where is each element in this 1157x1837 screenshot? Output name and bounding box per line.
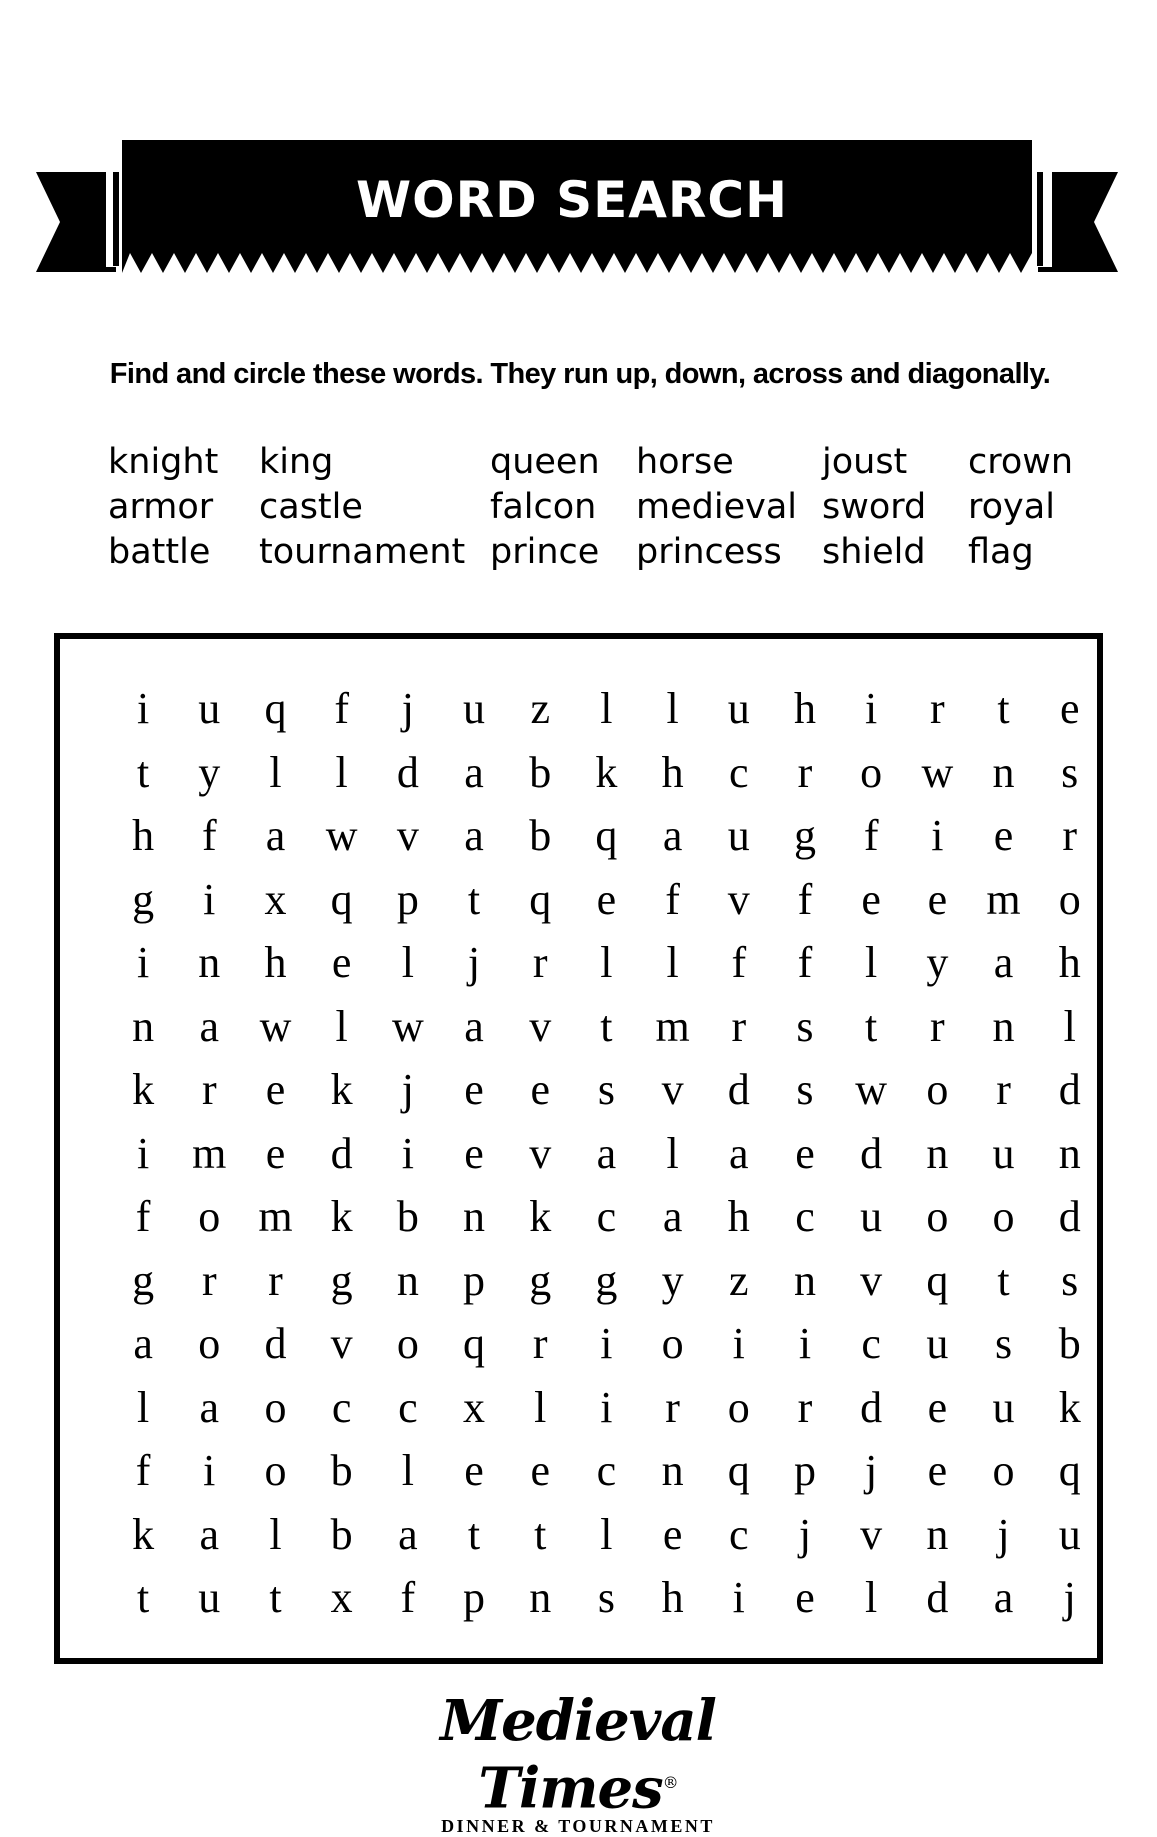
grid-letter[interactable]: u: [926, 1319, 949, 1368]
grid-letter[interactable]: e: [993, 811, 1014, 860]
grid-letter[interactable]: c: [861, 1319, 881, 1368]
grid-letter[interactable]: r: [797, 1382, 813, 1432]
grid-letter[interactable]: m: [192, 1128, 227, 1178]
grid-letter[interactable]: l: [269, 1509, 282, 1559]
grid-letter[interactable]: h: [132, 811, 155, 860]
grid-letter[interactable]: q: [1058, 1446, 1081, 1495]
grid-letter[interactable]: n: [926, 1128, 949, 1178]
grid-letter[interactable]: p: [463, 1573, 486, 1622]
grid-letter[interactable]: l: [534, 1382, 547, 1432]
grid-letter[interactable]: q: [264, 684, 287, 733]
grid-letter[interactable]: e: [530, 1065, 550, 1114]
grid-letter[interactable]: i: [931, 811, 944, 860]
grid-letter[interactable]: s: [796, 1001, 814, 1051]
grid-letter[interactable]: l: [136, 1382, 150, 1432]
grid-letter[interactable]: e: [464, 1446, 484, 1495]
grid-letter[interactable]: g: [132, 874, 155, 924]
grid-letter[interactable]: n: [926, 1509, 949, 1559]
grid-letter[interactable]: e: [795, 1128, 815, 1178]
grid-letter[interactable]: e: [1059, 684, 1080, 733]
grid-letter[interactable]: a: [662, 1192, 683, 1241]
grid-letter[interactable]: e: [464, 1128, 484, 1178]
grid-letter[interactable]: n: [463, 1192, 486, 1241]
grid-letter[interactable]: o: [1058, 874, 1081, 924]
grid-row: [110, 1185, 1103, 1249]
grid-letter[interactable]: a: [199, 1382, 220, 1432]
grid-letter[interactable]: a: [662, 811, 683, 860]
grid-letter[interactable]: n: [661, 1446, 684, 1495]
grid-letter[interactable]: h: [727, 1192, 750, 1241]
word-column: [108, 440, 218, 575]
grid-letter[interactable]: v: [860, 1509, 883, 1559]
grid-letter[interactable]: s: [796, 1065, 814, 1114]
grid-letter[interactable]: a: [464, 811, 484, 860]
grid-letter[interactable]: f: [135, 1446, 151, 1495]
grid-row: [110, 741, 1103, 805]
grid-row: [110, 677, 1103, 741]
grid-letter[interactable]: a: [265, 811, 286, 860]
grid-row: [110, 1503, 1103, 1567]
grid-letter[interactable]: g: [132, 1255, 155, 1305]
grid-letter[interactable]: s: [994, 1319, 1013, 1368]
grid-letter[interactable]: l: [865, 1573, 878, 1622]
grid-letter[interactable]: l: [1063, 1001, 1076, 1051]
word-item: knight: [108, 442, 219, 482]
grid-letter[interactable]: k: [330, 1065, 353, 1114]
grid-letter[interactable]: x: [463, 1382, 486, 1432]
grid-letter[interactable]: l: [600, 1509, 613, 1559]
grid-letter[interactable]: o: [661, 1319, 684, 1368]
grid-letter[interactable]: v: [661, 1065, 684, 1114]
grid-letter[interactable]: r: [930, 1001, 945, 1051]
grid-letter[interactable]: m: [986, 874, 1021, 924]
grid-letter[interactable]: e: [795, 1573, 815, 1622]
grid-letter[interactable]: h: [793, 684, 816, 733]
grid-letter[interactable]: v: [396, 811, 419, 860]
grid-letter[interactable]: i: [203, 874, 216, 924]
grid-letter[interactable]: c: [729, 747, 749, 797]
grid-row: [110, 1122, 1103, 1186]
word-item: castle: [259, 487, 363, 527]
logo-tagline: DINNER & TOURNAMENT: [441, 1815, 715, 1836]
grid-letter[interactable]: i: [865, 684, 878, 733]
grid-row: [110, 1376, 1103, 1440]
grid-letter[interactable]: b: [529, 811, 552, 860]
grid-letter[interactable]: l: [269, 747, 282, 797]
grid-letter[interactable]: b: [396, 1192, 419, 1241]
grid-letter[interactable]: u: [1058, 1509, 1081, 1559]
grid-letter[interactable]: a: [464, 1001, 484, 1051]
grid-letter[interactable]: e: [596, 874, 617, 924]
grid-letter[interactable]: a: [993, 1573, 1014, 1622]
grid-letter[interactable]: v: [529, 1001, 552, 1051]
grid-letter[interactable]: a: [993, 938, 1014, 987]
grid-letter[interactable]: f: [201, 811, 217, 860]
medieval-times-logo: [378, 1690, 778, 1837]
grid-letter[interactable]: r: [201, 1255, 217, 1305]
grid-letter[interactable]: i: [136, 684, 150, 733]
grid-letter[interactable]: w: [259, 1001, 292, 1051]
grid-letter[interactable]: i: [401, 1128, 414, 1178]
grid-row: [110, 1566, 1103, 1630]
word-item: princess: [636, 532, 782, 572]
grid-letter[interactable]: a: [729, 1128, 749, 1178]
grid-letter[interactable]: x: [330, 1573, 353, 1622]
grid-letter[interactable]: v: [727, 874, 750, 924]
word-item: flag: [968, 532, 1034, 572]
grid-letter[interactable]: a: [133, 1319, 153, 1368]
grid-letter[interactable]: u: [992, 1128, 1015, 1178]
logo-wordmark: [378, 1690, 778, 1820]
grid-letter[interactable]: a: [199, 1509, 220, 1559]
grid-letter[interactable]: r: [930, 684, 945, 733]
grid-letter[interactable]: e: [861, 874, 881, 924]
grid-letter[interactable]: k: [330, 1192, 353, 1241]
grid-letter[interactable]: o: [396, 1319, 419, 1368]
grid-letter[interactable]: c: [596, 1446, 617, 1495]
grid-letter[interactable]: k: [132, 1509, 155, 1559]
grid-letter[interactable]: w: [921, 747, 954, 797]
word-item: falcon: [490, 487, 597, 527]
grid-row: [110, 804, 1103, 868]
grid-letter[interactable]: f: [400, 1573, 416, 1622]
grid-letter[interactable]: d: [396, 747, 419, 797]
grid-letter[interactable]: w: [391, 1001, 424, 1051]
word-column: [968, 440, 1073, 575]
grid-letter[interactable]: g: [793, 811, 816, 860]
grid-letter[interactable]: j: [798, 1509, 812, 1559]
grid-letter[interactable]: i: [136, 1128, 150, 1178]
page-title: WORD SEARCH: [356, 171, 788, 229]
grid-letter[interactable]: n: [793, 1255, 816, 1305]
grid-letter[interactable]: e: [530, 1446, 550, 1495]
grid-letter[interactable]: w: [855, 1065, 888, 1114]
title-banner: [0, 0, 1157, 320]
grid-letter[interactable]: m: [258, 1192, 293, 1241]
word-column: [490, 440, 600, 575]
grid-letter[interactable]: h: [264, 938, 287, 987]
grid-letter[interactable]: i: [732, 1573, 745, 1622]
grid-letter[interactable]: d: [926, 1573, 949, 1622]
grid-row: [110, 868, 1103, 932]
grid-letter[interactable]: l: [401, 1446, 414, 1495]
grid-letter[interactable]: u: [463, 684, 486, 733]
letter-grid: [110, 677, 1103, 1630]
grid-letter[interactable]: d: [860, 1382, 883, 1432]
grid-letter[interactable]: e: [331, 938, 352, 987]
grid-letter[interactable]: m: [655, 1001, 690, 1051]
grid-letter[interactable]: d: [1058, 1065, 1081, 1114]
grid-letter[interactable]: b: [330, 1446, 353, 1495]
grid-letter[interactable]: u: [198, 1573, 221, 1622]
grid-letter[interactable]: f: [863, 811, 879, 860]
grid-letter[interactable]: u: [992, 1382, 1015, 1432]
grid-letter[interactable]: o: [992, 1192, 1015, 1241]
grid-letter[interactable]: q: [529, 874, 552, 924]
word-item: crown: [968, 442, 1074, 482]
grid-letter[interactable]: o: [198, 1192, 221, 1241]
grid-letter[interactable]: r: [1062, 811, 1078, 860]
grid-letter[interactable]: n: [992, 747, 1015, 797]
grid-letter[interactable]: g: [529, 1255, 552, 1305]
grid-letter[interactable]: a: [464, 747, 484, 797]
grid-letter[interactable]: e: [662, 1509, 683, 1559]
grid-letter[interactable]: y: [661, 1255, 684, 1305]
grid-letter[interactable]: o: [264, 1382, 287, 1432]
grid-letter[interactable]: t: [136, 1573, 150, 1622]
grid-letter[interactable]: d: [264, 1319, 287, 1368]
grid-letter[interactable]: r: [996, 1065, 1011, 1114]
grid-letter[interactable]: l: [600, 684, 613, 733]
grid-row: [110, 931, 1103, 995]
grid-letter[interactable]: l: [666, 938, 679, 987]
word-item: king: [259, 442, 334, 482]
grid-letter[interactable]: p: [396, 874, 419, 924]
grid-letter[interactable]: v: [330, 1319, 353, 1368]
grid-letter[interactable]: c: [729, 1509, 749, 1559]
grid-letter[interactable]: r: [532, 938, 548, 987]
grid-letter[interactable]: g: [595, 1255, 618, 1305]
grid-letter[interactable]: q: [330, 874, 353, 924]
grid-letter[interactable]: d: [330, 1128, 353, 1178]
grid-letter[interactable]: u: [727, 811, 750, 860]
grid-letter[interactable]: c: [398, 1382, 418, 1432]
grid-letter[interactable]: q: [926, 1255, 949, 1305]
grid-letter[interactable]: r: [665, 1382, 680, 1432]
grid-letter[interactable]: k: [132, 1065, 155, 1114]
grid-letter[interactable]: g: [330, 1255, 353, 1305]
grid-letter[interactable]: i: [136, 938, 150, 987]
grid-letter[interactable]: r: [268, 1255, 283, 1305]
grid-letter[interactable]: t: [997, 1255, 1010, 1305]
grid-letter[interactable]: e: [464, 1065, 484, 1114]
word-item: queen: [490, 442, 600, 482]
word-item: prince: [490, 532, 600, 572]
grid-row: [110, 1058, 1103, 1122]
puzzle-frame: [54, 633, 1103, 1664]
grid-letter[interactable]: o: [264, 1446, 287, 1495]
grid-letter[interactable]: l: [401, 938, 414, 987]
grid-letter[interactable]: k: [529, 1192, 552, 1241]
word-item: royal: [968, 487, 1055, 527]
word-column: [636, 440, 797, 575]
grid-letter[interactable]: f: [797, 938, 813, 987]
grid-letter[interactable]: j: [997, 1509, 1010, 1559]
grid-letter[interactable]: t: [269, 1573, 282, 1622]
grid-letter[interactable]: j: [1063, 1573, 1076, 1622]
grid-letter[interactable]: i: [600, 1382, 613, 1432]
word-list: [108, 440, 1108, 590]
grid-letter[interactable]: o: [926, 1192, 949, 1241]
grid-letter[interactable]: t: [467, 1509, 481, 1559]
registered-mark: ®: [662, 1773, 678, 1792]
grid-letter[interactable]: s: [597, 1065, 615, 1114]
grid-letter[interactable]: c: [596, 1192, 617, 1241]
grid-letter[interactable]: s: [1061, 747, 1079, 797]
grid-letter[interactable]: n: [132, 1001, 155, 1051]
grid-row: [110, 1249, 1103, 1313]
grid-letter[interactable]: r: [532, 1319, 548, 1368]
grid-letter[interactable]: d: [727, 1065, 750, 1114]
grid-letter[interactable]: n: [1058, 1128, 1081, 1178]
grid-letter[interactable]: b: [330, 1509, 353, 1559]
grid-letter[interactable]: k: [595, 747, 618, 797]
instructions-text: Find and circle these words. They run up, down, across and diagonally.: [109, 358, 1051, 390]
grid-letter[interactable]: d: [1058, 1192, 1081, 1241]
grid-letter[interactable]: i: [600, 1319, 613, 1368]
grid-letter[interactable]: c: [331, 1382, 352, 1432]
grid-letter[interactable]: e: [265, 1065, 286, 1114]
grid-letter[interactable]: w: [325, 811, 358, 860]
grid-letter[interactable]: t: [997, 684, 1010, 733]
grid-letter[interactable]: k: [1058, 1382, 1081, 1432]
grid-letter[interactable]: j: [401, 1065, 414, 1114]
word-item: shield: [822, 532, 926, 572]
grid-letter[interactable]: d: [860, 1128, 883, 1178]
grid-letter[interactable]: i: [203, 1446, 216, 1495]
grid-letter[interactable]: z: [729, 1255, 749, 1305]
grid-letter[interactable]: h: [661, 747, 684, 797]
grid-letter[interactable]: s: [597, 1573, 615, 1622]
grid-letter[interactable]: o: [727, 1382, 750, 1432]
grid-letter[interactable]: e: [265, 1128, 286, 1178]
word-item: joust: [822, 442, 908, 482]
grid-letter[interactable]: o: [860, 747, 883, 797]
word-item: tournament: [259, 532, 466, 572]
grid-letter[interactable]: u: [727, 684, 750, 733]
grid-letter[interactable]: v: [529, 1128, 552, 1178]
grid-letter[interactable]: q: [595, 811, 618, 860]
grid-letter[interactable]: t: [534, 1509, 547, 1559]
grid-letter[interactable]: y: [926, 938, 949, 987]
grid-letter[interactable]: u: [198, 684, 221, 733]
grid-letter[interactable]: f: [665, 874, 680, 924]
grid-letter[interactable]: l: [666, 1128, 679, 1178]
grid-letter[interactable]: n: [198, 938, 221, 987]
grid-letter[interactable]: s: [1061, 1255, 1079, 1305]
grid-letter[interactable]: o: [198, 1319, 221, 1368]
grid-letter[interactable]: u: [860, 1192, 883, 1241]
word-item: medieval: [636, 487, 797, 527]
grid-letter[interactable]: q: [727, 1446, 750, 1495]
grid-letter[interactable]: t: [600, 1001, 613, 1051]
grid-letter[interactable]: x: [264, 874, 287, 924]
grid-letter[interactable]: p: [793, 1446, 816, 1495]
grid-letter[interactable]: f: [797, 874, 813, 924]
grid-letter[interactable]: t: [136, 747, 150, 797]
logo-name: Medieval Times: [440, 1688, 716, 1822]
grid-letter[interactable]: l: [335, 747, 348, 797]
grid-letter[interactable]: o: [926, 1065, 949, 1114]
grid-letter[interactable]: h: [1058, 938, 1081, 987]
grid-letter[interactable]: a: [596, 1128, 617, 1178]
word-item: horse: [636, 442, 734, 482]
grid-letter[interactable]: r: [797, 747, 813, 797]
grid-row: [110, 1312, 1103, 1376]
grid-letter[interactable]: i: [798, 1319, 812, 1368]
word-column: [259, 440, 465, 575]
grid-letter[interactable]: l: [600, 938, 613, 987]
grid-letter[interactable]: r: [201, 1065, 217, 1114]
grid-letter[interactable]: f: [731, 938, 747, 987]
grid-letter[interactable]: t: [467, 874, 481, 924]
grid-letter[interactable]: y: [198, 747, 221, 797]
grid-letter[interactable]: z: [530, 684, 550, 733]
grid-letter[interactable]: q: [463, 1319, 486, 1368]
grid-letter[interactable]: e: [927, 1446, 948, 1495]
grid-letter[interactable]: v: [860, 1255, 883, 1305]
word-item: battle: [108, 532, 211, 572]
grid-letter[interactable]: o: [992, 1446, 1015, 1495]
grid-letter[interactable]: a: [199, 1001, 220, 1051]
grid-letter[interactable]: f: [135, 1192, 151, 1241]
grid-letter[interactable]: h: [661, 1573, 684, 1622]
grid-letter[interactable]: b: [1058, 1319, 1081, 1368]
grid-row: [110, 1439, 1103, 1503]
grid-letter[interactable]: r: [731, 1001, 747, 1051]
grid-letter[interactable]: l: [335, 1001, 348, 1051]
grid-letter[interactable]: a: [398, 1509, 418, 1559]
grid-letter[interactable]: i: [732, 1319, 745, 1368]
word-column: [822, 440, 926, 575]
grid-letter[interactable]: n: [396, 1255, 419, 1305]
word-item: sword: [822, 487, 927, 527]
grid-letter[interactable]: t: [865, 1001, 878, 1051]
grid-letter[interactable]: j: [401, 684, 414, 733]
grid-letter[interactable]: n: [529, 1573, 552, 1622]
grid-letter[interactable]: j: [865, 1446, 878, 1495]
grid-letter[interactable]: c: [795, 1192, 815, 1241]
grid-letter[interactable]: e: [927, 874, 948, 924]
grid-letter[interactable]: f: [334, 684, 349, 733]
grid-letter[interactable]: l: [865, 938, 878, 987]
grid-letter[interactable]: l: [666, 684, 679, 733]
word-item: armor: [108, 487, 214, 527]
grid-letter[interactable]: j: [467, 938, 481, 987]
grid-letter[interactable]: n: [992, 1001, 1015, 1051]
grid-letter[interactable]: e: [927, 1382, 948, 1432]
grid-letter[interactable]: p: [463, 1255, 486, 1305]
grid-row: [110, 995, 1103, 1059]
ribbon-graphic: [0, 0, 1157, 320]
grid-letter[interactable]: b: [529, 747, 552, 797]
